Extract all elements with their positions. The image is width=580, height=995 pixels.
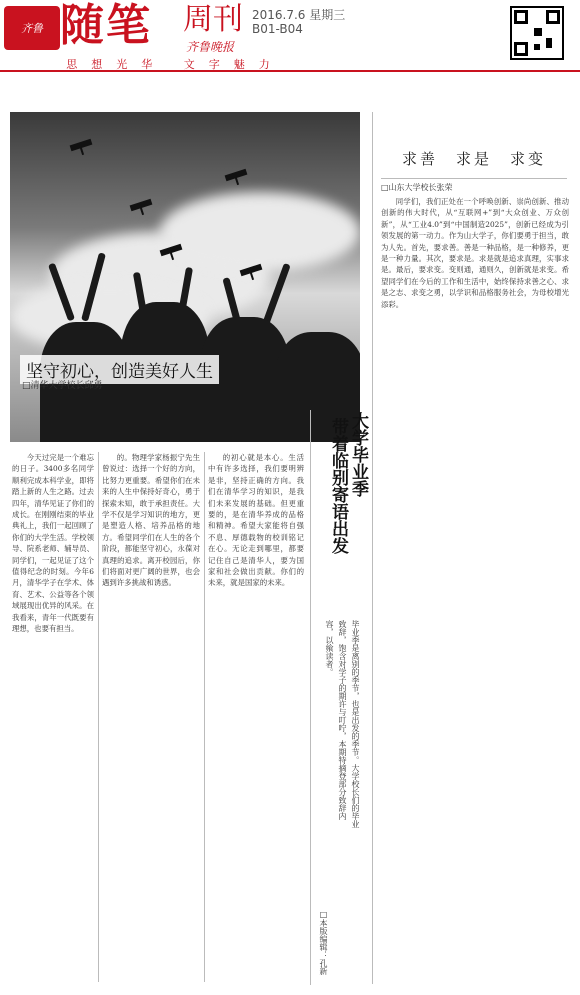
left-article-text-2: 的。物理学家杨振宁先生曾说过：选择一个好的方向，比努力更重要。希望你们在未来的人生中保持好奇心，勇于探索未知，敢于承担责任。大学不仅是学习知识的地方，更是塑造人格、培养品格的地方。希望同学们在人生的各个阶段，都能坚守初心，永葆对真理的追求。离开校园后，你们将面对更广阔的世界，也会遇到许多挑战和诱惑。 xyxy=(102,453,200,588)
newspaper-name: 齐鲁晚报 xyxy=(186,40,235,54)
left-article-column-1 xyxy=(12,452,94,982)
slogan: 思想光华 文字魅力 xyxy=(66,58,284,71)
right-article-body xyxy=(381,196,569,982)
weekly-label: 周刊 xyxy=(183,2,243,37)
left-article-column-2 xyxy=(102,452,200,982)
column-divider xyxy=(310,410,311,985)
qr-code-icon xyxy=(510,6,564,60)
page-range: B01-B04 xyxy=(252,22,303,36)
feature-intro: 毕业季是离别的季节，也是出发的季节。大学校长们的毕业致辞，饱含对学子的期许与叮咛，本期特摘登部分致辞内容，以飨读者。 xyxy=(325,620,360,828)
column-divider xyxy=(204,452,205,982)
left-article-byline: □清华大学校长邱勇 xyxy=(22,381,103,391)
page-editor: □本版编辑：孔新 xyxy=(319,910,328,975)
right-article-byline: □山东大学校长张荣 xyxy=(381,183,453,192)
feature-headline: 带着临别寄语出发 xyxy=(328,418,348,554)
column-divider xyxy=(98,452,99,982)
title-rule xyxy=(381,178,567,179)
left-article-title: 坚守初心，创造美好人生 xyxy=(20,355,219,384)
logo-text: 齐鲁 xyxy=(21,22,43,35)
graduation-photo xyxy=(10,112,360,442)
issue-date: 2016.7.6 星期三 xyxy=(252,8,346,22)
newspaper-logo xyxy=(4,6,60,50)
left-article-column-3 xyxy=(208,452,304,982)
column-divider xyxy=(372,112,373,984)
feature-subheadline: 大学毕业季 xyxy=(348,412,368,497)
left-article-text-3: 的初心就是本心。生活中有许多选择，我们要明辨是非，坚持正确的方向。我们在清华学习的知识，是我们未来发展的基础。但更重要的，是在清华养成的品格和精神。希望大家能将自强不息、厚德载物的校训铭记在心。无论走到哪里，都要记住自己是清华人，要为国家和社会做出贡献。你们的未来，就是国家的未来。 xyxy=(208,453,304,588)
section-title: 随笔 xyxy=(60,0,152,51)
masthead xyxy=(0,0,580,72)
right-article-text: 同学们，我们正处在一个呼唤创新、崇尚创新、推动创新的伟大时代，从“互联网+”到“大众创业、万众创新”，从“工业4.0”到“中国制造2025”，创新已经成为引领发展的第一动力。作为山大学子，你们要勇于担当，敢为人先。首先，要求善。善是一种品格，是一种修养，更是一种力量。其次，要求是。求是就是追求真理，实事求是。最后，要求变。变则通，通则久，创新就是求变。希望同学们在今后的工作和生活中，始终保持求善之心、求是之志、求变之勇，以学识和品格服务社会，为母校增光添彩。 xyxy=(381,197,569,309)
right-article-title: 求善 求是 求变 xyxy=(402,150,547,168)
left-article-text-1: 今天过完是一个难忘的日子。3400多名同学顺利完成本科学业，即将踏上新的人生之路。过去四年，清华见证了你们的成长。在刚刚结束的毕业典礼上，我们一起回顾了你们的大学生活。学校领导、院系老师、辅导员、同学们，一起见证了这个值得纪念的时刻。今年6月，清华学子在学术、体育、艺术、公益等各个领域展现出优异的风采。在我看来，青年一代既要有理想，也要有担当。 xyxy=(12,453,94,634)
